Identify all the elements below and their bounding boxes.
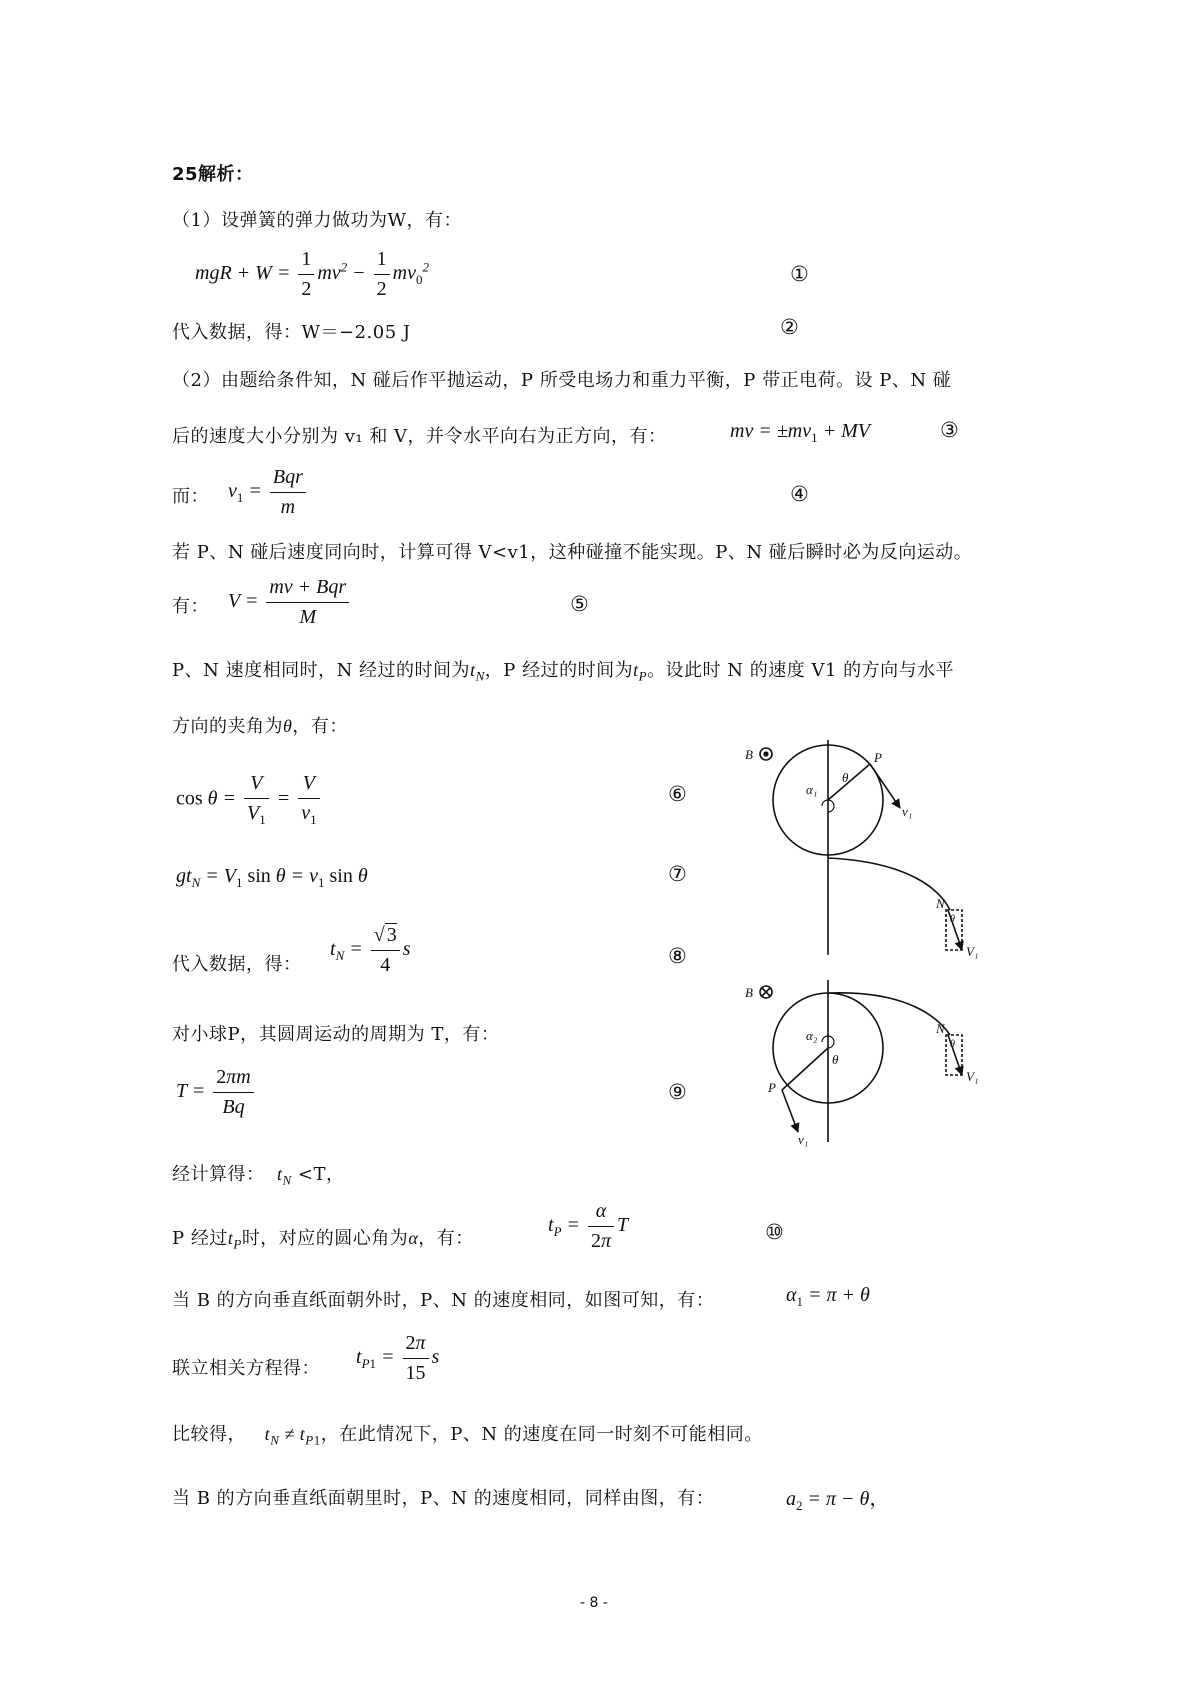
bottom-theta-label: θ bbox=[832, 1052, 839, 1067]
top-v1-arrow bbox=[870, 764, 900, 808]
part1-intro: （1）设弹簧的弹力做功为W，有： bbox=[172, 210, 462, 231]
equation-1: mgR + W = $\frac{1}{2}$ $mv^2$ − $\frac{1}{2}$ $mv_0^2$ bbox=[195, 248, 429, 300]
equation-7-number: ⑦ bbox=[668, 862, 687, 886]
part2-line9: 当 B 的方向垂直纸面朝外时，P、N 的速度相同，如图可知，有： bbox=[172, 1290, 715, 1311]
line4-part-a: P、N 速度相同时，N 经过的时间为 bbox=[172, 660, 471, 681]
bottom-V1-label: V₁ bbox=[966, 1069, 979, 1084]
top-b-label: B bbox=[745, 747, 753, 762]
section-heading: 25解析： bbox=[172, 164, 254, 185]
alpha1-relation: $\alpha_1 = \pi + \theta$ bbox=[786, 1284, 870, 1309]
part2-line1: （2）由题给条件知，N 碰后作平抛运动，P 所受电场力和重力平衡，P 带正电荷。设 P、N 碰 bbox=[172, 370, 952, 391]
bottom-b-label: B bbox=[745, 985, 753, 1000]
equation-9: T = $\frac{2\pi m}{Bq}$ bbox=[176, 1066, 257, 1119]
equation-1-number: ① bbox=[790, 262, 809, 286]
equation-3-number: ③ bbox=[940, 418, 959, 442]
part2-line7: 经计算得： $t_N <T$， bbox=[172, 1164, 345, 1188]
part2-line3: 若 P、N 碰后速度同向时，计算可得 V<v1，这种碰撞不能实现。P、N 碰后瞬时必为反向运动。 bbox=[172, 542, 973, 563]
bottom-box-theta: θ bbox=[950, 1039, 955, 1050]
line4-part-b: ，P 经过的时间为 bbox=[484, 660, 634, 681]
alpha2-relation: $a_2 = \pi - \theta$， bbox=[786, 1488, 890, 1513]
part2-line12: 当 B 的方向垂直纸面朝里时，P、N 的速度相同，同样由图，有： bbox=[172, 1488, 715, 1509]
line5-part-b: ，有： bbox=[292, 716, 348, 737]
part2-line4: P、N 速度相同时，N 经过的时间为$t_N$，P 经过的时间为$t_P$。设此时 N 的速度 V1 的方向与水平 bbox=[172, 660, 955, 684]
equation-8-number: ⑧ bbox=[668, 944, 687, 968]
top-radius bbox=[828, 764, 870, 800]
alpha1-label: α₁ bbox=[806, 782, 818, 797]
equation-7: $gt_N = V_1$ $\sin \theta = v_1$ sin θ bbox=[176, 865, 368, 890]
equation-8: $t_N$ = $\frac{√ 3}{4}$ s bbox=[330, 924, 411, 976]
line12-end: ， bbox=[869, 1488, 890, 1510]
top-V1-label: V₁ bbox=[966, 944, 979, 959]
line8-mid: 时，对应的圆心角为 bbox=[241, 1228, 409, 1249]
line11-prefix: 比较得， bbox=[172, 1424, 246, 1445]
bottom-p-label: P bbox=[768, 1080, 776, 1095]
equation-2-number: ② bbox=[780, 315, 799, 339]
part2-line6: 对小球P，其圆周运动的周期为 T，有： bbox=[172, 1024, 500, 1045]
part2-line8: P 经过$t_P$时，对应的圆心角为α，有： bbox=[172, 1228, 474, 1252]
alpha2-label: α₂ bbox=[806, 1028, 818, 1043]
equation-4-prefix: 而： bbox=[172, 486, 209, 507]
part2-line2: 后的速度大小分别为 v₁ 和 V，并令水平向右为正方向，有： bbox=[172, 426, 667, 447]
line11-suffix: ，在此情况下，P、N 的速度在同一时刻不可能相同。 bbox=[320, 1424, 763, 1445]
part1-result: 代入数据，得：W＝−2.05 J bbox=[172, 322, 411, 343]
bottom-trajectory bbox=[828, 993, 950, 1035]
equation-8-prefix: 代入数据，得： bbox=[172, 954, 302, 975]
equation-9-number: ⑨ bbox=[668, 1080, 687, 1104]
top-n-label: N bbox=[936, 896, 945, 911]
bottom-v1-arrow bbox=[782, 1090, 798, 1132]
equation-4: $v_1$ = $\frac{\text{Bqr}}{m}$ bbox=[228, 466, 309, 519]
equation-6: cos θ = $\frac{V}{V_1}$ = $\frac{V}{v_1}$ bbox=[176, 772, 323, 828]
top-p-label: P bbox=[874, 750, 882, 765]
line7-suffix: <T， bbox=[297, 1164, 345, 1185]
equation-tp1: $t_{P1}$ = $\frac{2\pi}{15}$ s bbox=[356, 1332, 440, 1384]
equation-5: V = $\frac{\text{mv + Bqr}}{M}$ bbox=[228, 576, 352, 629]
part2-line11: 比较得， $t_N \ne t_{P1}$，在此情况下，P、N 的速度在同一时刻不可能相同。 bbox=[172, 1424, 763, 1448]
line8-prefix: P 经过 bbox=[172, 1228, 228, 1249]
line5-part-a: 方向的夹角为 bbox=[172, 716, 283, 737]
equation-5-prefix: 有： bbox=[172, 596, 209, 617]
motion-diagram bbox=[740, 740, 1000, 1150]
equation-6-number: ⑥ bbox=[668, 782, 687, 806]
top-trajectory bbox=[828, 858, 950, 910]
top-v1-label: v₁ bbox=[902, 804, 913, 819]
bottom-radius bbox=[782, 1048, 828, 1090]
part2-line10: 联立相关方程得： bbox=[172, 1358, 320, 1379]
line7-prefix: 经计算得： bbox=[172, 1164, 265, 1185]
equation-3: mv = $\pm mv_1$ + MV bbox=[730, 420, 870, 445]
equation-4-number: ④ bbox=[790, 482, 809, 506]
page-number: - 8 - bbox=[580, 1595, 608, 1611]
equation-10-number: ⑩ bbox=[765, 1220, 784, 1244]
equation-10: $t_P$ = $\frac{\alpha}{2\pi}$ T bbox=[548, 1200, 629, 1252]
top-box-theta: θ bbox=[950, 914, 955, 925]
line8-suffix: ，有： bbox=[418, 1228, 474, 1249]
equation-5-number: ⑤ bbox=[570, 592, 589, 616]
bottom-n-label: N bbox=[936, 1021, 945, 1036]
top-theta-label: θ bbox=[842, 770, 849, 785]
line4-part-c: 。设此时 N 的速度 V1 的方向与水平 bbox=[647, 660, 955, 681]
part2-line5: 方向的夹角为θ，有： bbox=[172, 716, 348, 737]
bottom-v1-label: v₁ bbox=[798, 1132, 809, 1147]
